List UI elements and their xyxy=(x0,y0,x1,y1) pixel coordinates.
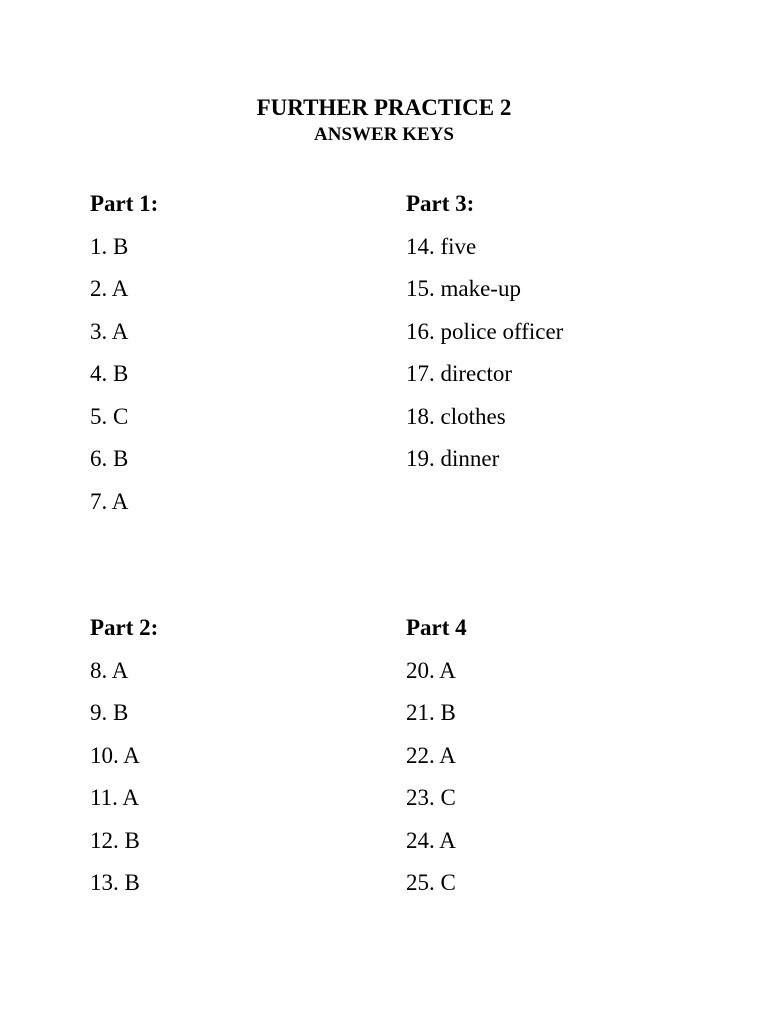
part-4-heading: Part 4 xyxy=(406,615,467,640)
answer-23: 23. C xyxy=(406,785,456,810)
answer-11: 11. A xyxy=(90,785,139,810)
answer-21: 21. B xyxy=(406,700,456,725)
answer-15: 15. make-up xyxy=(406,276,521,301)
part-3-heading: Part 3: xyxy=(406,191,475,216)
answer-6: 6. B xyxy=(90,446,129,471)
part-2-answer-list xyxy=(90,658,390,913)
part-4-section xyxy=(406,615,706,913)
answer-4: 4. B xyxy=(90,361,129,386)
answer-9: 9. B xyxy=(90,700,129,725)
answer-3: 3. A xyxy=(90,318,129,344)
document-title: FURTHER PRACTICE 2 xyxy=(256,95,512,120)
answer-1: 1. B xyxy=(90,233,129,259)
answer-8: 8. A xyxy=(90,657,129,683)
answer-12: 12. B xyxy=(90,827,140,853)
answer-25: 25. C xyxy=(406,870,456,895)
document-subtitle: ANSWER KEYS xyxy=(314,124,454,145)
answer-10: 10. A xyxy=(90,742,140,768)
answer-17: 17. director xyxy=(406,361,513,386)
part-3-answer-list xyxy=(406,234,706,489)
answer-20: 20. A xyxy=(406,657,456,683)
answer-24: 24. A xyxy=(406,827,456,853)
answer-2: 2. A xyxy=(90,276,129,301)
answer-13: 13. B xyxy=(90,870,140,895)
part-1-heading: Part 1: xyxy=(90,191,159,216)
answer-16: 16. police officer xyxy=(406,318,564,344)
answer-18: 18. clothes xyxy=(406,403,506,429)
part-1-section xyxy=(90,191,390,531)
answer-14: 14. five xyxy=(406,233,477,259)
part-2-heading: Part 2: xyxy=(90,615,159,640)
part-2-section xyxy=(90,615,390,913)
part-3-section xyxy=(406,191,706,489)
answer-5: 5. C xyxy=(90,403,129,429)
part-4-answer-list xyxy=(406,658,706,913)
answer-22: 22. A xyxy=(406,742,456,768)
answer-7: 7. A xyxy=(90,488,129,514)
answer-19: 19. dinner xyxy=(406,446,500,471)
part-1-answer-list xyxy=(90,234,390,532)
